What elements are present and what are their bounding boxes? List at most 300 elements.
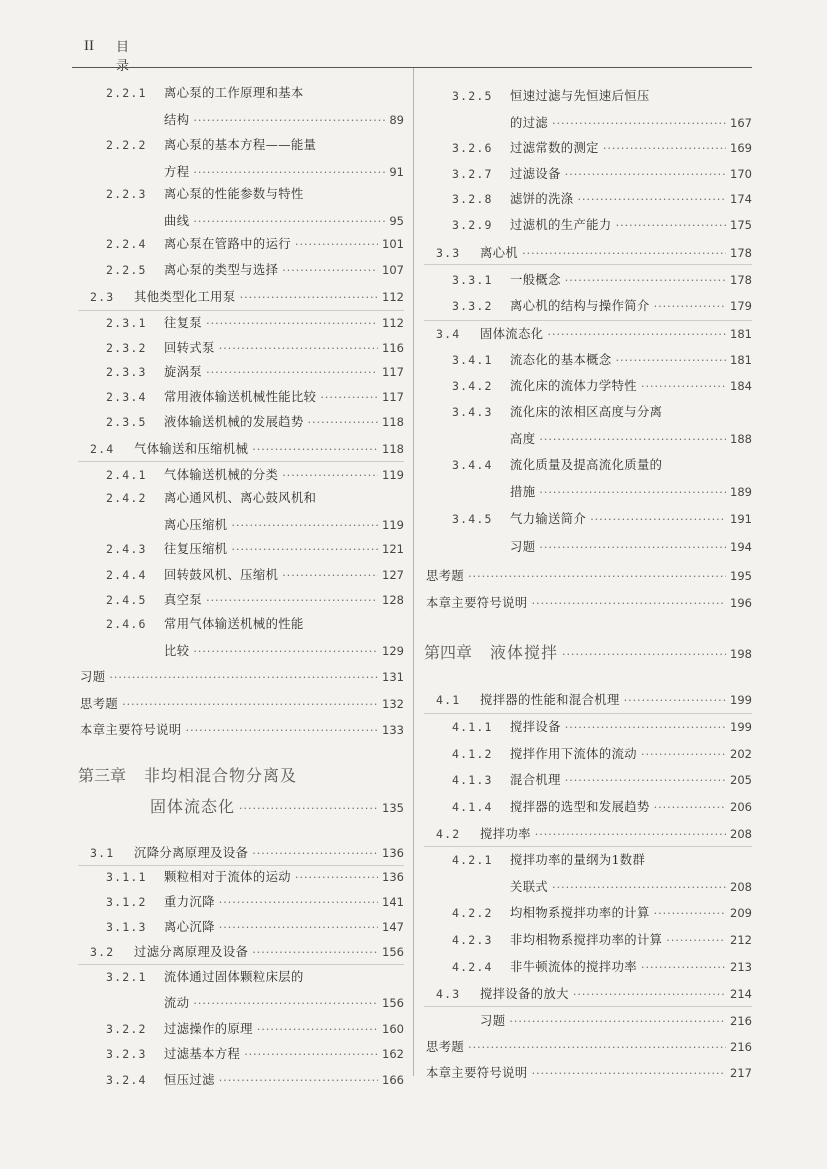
entry-title: 离心机 — [480, 246, 519, 260]
section-separator — [78, 310, 404, 311]
section-separator — [78, 461, 404, 462]
toc-entry — [164, 992, 404, 1014]
entry-title: 非牛顿流体的搅拌功率 — [510, 960, 637, 974]
page-number: 209 — [730, 906, 752, 920]
dot-leader — [219, 892, 378, 913]
entry-title: 搅拌器的选型和发展趋势 — [510, 800, 650, 814]
dot-leader — [206, 313, 378, 334]
toc-entry — [106, 259, 404, 281]
entry-title: 固体流态化 — [150, 797, 236, 816]
page-number: 212 — [730, 933, 752, 947]
entry-title: 旋涡泵 — [164, 365, 203, 379]
toc-entry — [426, 565, 752, 587]
dot-leader — [282, 260, 378, 281]
toc-entry — [510, 876, 752, 898]
toc-entry — [452, 269, 752, 291]
toc-entry — [426, 1062, 752, 1084]
toc-entry — [452, 796, 752, 818]
page-number: 147 — [382, 920, 404, 934]
toc-entry — [436, 323, 752, 345]
entry-number: 4.1 — [436, 693, 461, 707]
page-number: 127 — [382, 568, 404, 582]
page-number: 214 — [730, 987, 752, 1001]
page-number: 166 — [382, 1073, 404, 1087]
chapter-entry — [424, 639, 752, 667]
toc-entry — [510, 428, 752, 450]
page-number: 181 — [730, 353, 752, 367]
dot-leader — [532, 1063, 726, 1084]
entry-number: 3.3.1 — [452, 273, 493, 287]
toc-entry — [90, 941, 404, 963]
dot-leader — [244, 1044, 378, 1065]
dot-leader — [193, 641, 378, 662]
page-number: 178 — [730, 273, 752, 287]
dot-leader — [509, 1011, 726, 1032]
entry-title: 过滤机的生产能力 — [510, 218, 612, 232]
entry-number: 4.2.1 — [452, 853, 493, 867]
page-number: 129 — [382, 644, 404, 658]
entry-title: 往复泵 — [164, 316, 203, 330]
toc-entry — [510, 536, 752, 558]
dot-leader — [578, 189, 727, 210]
toc-entry — [80, 693, 404, 715]
page-number: 178 — [730, 246, 752, 260]
toc-entry — [164, 210, 404, 232]
page-number: 179 — [730, 299, 752, 313]
entry-title: 结构 — [164, 113, 190, 127]
entry-number: 3.3.2 — [452, 299, 493, 313]
page-number-roman: II — [84, 38, 94, 54]
toc-entry — [452, 956, 752, 978]
toc-entry — [106, 966, 404, 988]
entry-title: 气体输送和压缩机械 — [134, 442, 249, 456]
dot-leader — [308, 412, 378, 433]
dot-leader — [535, 824, 726, 845]
dot-leader — [616, 215, 726, 236]
entry-title: 离心泵的类型与选择 — [164, 263, 279, 277]
entry-number: 3.2.2 — [106, 1022, 147, 1036]
header-rule — [72, 67, 752, 68]
entry-number: 2.3.4 — [106, 390, 147, 404]
entry-title: 过滤基本方程 — [164, 1047, 241, 1061]
entry-title: 液体搅拌 — [490, 643, 559, 662]
page-number: 198 — [730, 647, 752, 661]
page-number: 117 — [382, 390, 404, 404]
toc-entry — [164, 514, 404, 536]
section-separator — [424, 264, 752, 265]
entry-number: 2.4 — [90, 442, 115, 456]
dot-leader — [219, 338, 378, 359]
dot-leader — [565, 770, 726, 791]
dot-leader — [109, 667, 378, 688]
toc-entry — [80, 666, 404, 688]
toc-entry — [106, 891, 404, 913]
column-divider — [413, 68, 414, 1076]
entry-title: 恒速过滤与先恒速后恒压 — [510, 89, 650, 103]
toc-entry — [452, 743, 752, 765]
toc-entry — [452, 188, 752, 210]
toc-entry — [106, 337, 404, 359]
page-number: 118 — [382, 442, 404, 456]
entry-number: 3.2.7 — [452, 167, 493, 181]
toc-entry — [106, 312, 404, 334]
entry-number: 3.2 — [90, 945, 115, 959]
dot-leader — [252, 439, 378, 460]
page-number: 191 — [730, 512, 752, 526]
entry-title: 搅拌功率的量纲为1数群 — [510, 853, 646, 867]
toc-entry — [436, 983, 752, 1005]
page-number: 121 — [382, 542, 404, 556]
toc-entry — [106, 134, 404, 156]
entry-title: 离心机的结构与操作简介 — [510, 299, 650, 313]
entry-title: 比较 — [164, 644, 190, 658]
entry-title: 习题 — [80, 670, 106, 684]
dot-leader — [548, 324, 727, 345]
entry-number: 3.3 — [436, 246, 461, 260]
entry-number: 2.4.5 — [106, 593, 147, 607]
dot-leader — [468, 1037, 726, 1058]
entry-number: 4.1.3 — [452, 773, 493, 787]
toc-entry — [106, 464, 404, 486]
entry-title: 混合机理 — [510, 773, 561, 787]
toc-entry — [106, 564, 404, 586]
toc-entry — [106, 82, 404, 104]
entry-title: 措施 — [510, 485, 536, 499]
dot-leader — [539, 429, 726, 450]
section-separator — [78, 865, 404, 866]
entry-title: 过滤设备 — [510, 167, 561, 181]
toc-entry — [106, 1069, 404, 1091]
dot-leader — [186, 720, 378, 741]
entry-title: 颗粒相对于流体的运动 — [164, 870, 291, 884]
dot-leader — [219, 1070, 378, 1091]
toc-entry — [452, 85, 752, 107]
dot-leader — [624, 690, 726, 711]
dot-leader — [320, 387, 378, 408]
dot-leader — [193, 211, 385, 232]
toc-entry — [426, 1036, 752, 1058]
page-number: 156 — [382, 945, 404, 959]
toc-entry — [510, 112, 752, 134]
page-number: 206 — [730, 800, 752, 814]
dot-leader — [565, 717, 726, 738]
toc-entry — [80, 719, 404, 741]
page-number: 107 — [382, 263, 404, 277]
toc-entry — [164, 640, 404, 662]
section-separator — [424, 320, 752, 321]
dot-leader — [252, 843, 378, 864]
entry-title: 过滤常数的测定 — [510, 141, 599, 155]
entry-number: 2.2.2 — [106, 138, 147, 152]
entry-title: 回转鼓风机、压缩机 — [164, 568, 279, 582]
entry-title: 流态化的基本概念 — [510, 353, 612, 367]
entry-title: 常用气体输送机械的性能 — [164, 617, 304, 631]
entry-title: 恒压过滤 — [164, 1073, 215, 1087]
entry-number: 3.4.1 — [452, 353, 493, 367]
toc-entry — [106, 1043, 404, 1065]
entry-title: 离心泵的基本方程——能量 — [164, 138, 317, 152]
entry-title: 回转式泵 — [164, 341, 215, 355]
entry-title: 搅拌设备 — [510, 720, 561, 734]
dot-leader — [239, 795, 378, 821]
dot-leader — [654, 296, 726, 317]
dot-leader — [193, 110, 385, 131]
section-separator — [78, 964, 404, 965]
entry-number: 2.4.2 — [106, 491, 147, 505]
dot-leader — [616, 350, 726, 371]
page-number: 202 — [730, 747, 752, 761]
chapter-entry — [78, 762, 404, 790]
dot-leader — [232, 539, 379, 560]
page-number: 167 — [730, 116, 752, 130]
dot-leader — [565, 270, 726, 291]
entry-number: 2.3.3 — [106, 365, 147, 379]
entry-number: 3.1.3 — [106, 920, 147, 934]
page-number: 184 — [730, 379, 752, 393]
entry-title: 过滤操作的原理 — [164, 1022, 253, 1036]
entry-title: 流体通过固体颗粒床层的 — [164, 970, 304, 984]
toc-entry — [106, 866, 404, 888]
entry-title: 高度 — [510, 432, 536, 446]
entry-title: 非均相物系搅拌功率的计算 — [510, 933, 663, 947]
page-number: 112 — [382, 290, 404, 304]
page-number: 112 — [382, 316, 404, 330]
toc-entry — [452, 137, 752, 159]
entry-number: 3.2.9 — [452, 218, 493, 232]
entry-number: 2.3.1 — [106, 316, 147, 330]
entry-title: 非均相混合物分离及 — [144, 766, 298, 785]
entry-number: 3.1.2 — [106, 895, 147, 909]
entry-title: 曲线 — [164, 214, 190, 228]
entry-title: 离心沉降 — [164, 920, 215, 934]
entry-number: 4.1.2 — [452, 747, 493, 761]
toc-entry — [106, 411, 404, 433]
page-number: 208 — [730, 880, 752, 894]
section-separator — [424, 1006, 752, 1007]
toc-entry — [480, 1010, 752, 1032]
page-number: 160 — [382, 1022, 404, 1036]
toc-entry — [106, 613, 404, 635]
entry-number: 4.2 — [436, 827, 461, 841]
toc-entry — [106, 916, 404, 938]
toc-entry — [452, 349, 752, 371]
page-number: 101 — [382, 237, 404, 251]
entry-number: 2.3.5 — [106, 415, 147, 429]
entry-title: 离心泵的工作原理和基本 — [164, 86, 304, 100]
entry-title: 其他类型化工用泵 — [134, 290, 236, 304]
page-number: 133 — [382, 723, 404, 737]
entry-title: 思考题 — [426, 1040, 465, 1054]
toc-entry — [452, 295, 752, 317]
toc-entry — [106, 183, 404, 205]
page-number: 141 — [382, 895, 404, 909]
entry-title: 离心泵在管路中的运行 — [164, 237, 291, 251]
page-number: 205 — [730, 773, 752, 787]
entry-title: 真空泵 — [164, 593, 203, 607]
entry-title: 流动 — [164, 996, 190, 1010]
dot-leader — [193, 162, 385, 183]
entry-number: 3.2.6 — [452, 141, 493, 155]
page-number: 135 — [382, 801, 404, 815]
entry-number: 2.4.1 — [106, 468, 147, 482]
page-number: 216 — [730, 1040, 752, 1054]
dot-leader — [539, 537, 726, 558]
dot-leader — [552, 113, 726, 134]
page-number: 170 — [730, 167, 752, 181]
entry-title: 方程 — [164, 165, 190, 179]
dot-leader — [654, 797, 726, 818]
dot-leader — [219, 917, 378, 938]
toc-entry — [106, 1018, 404, 1040]
dot-leader — [539, 482, 726, 503]
page-number: 217 — [730, 1066, 752, 1080]
toc-entry — [164, 161, 404, 183]
dot-leader — [122, 694, 378, 715]
entry-title: 搅拌作用下流体的流动 — [510, 747, 637, 761]
dot-leader — [468, 566, 726, 587]
entry-title: 思考题 — [80, 697, 119, 711]
page-number: 199 — [730, 720, 752, 734]
toc-entry — [452, 163, 752, 185]
page-number: 162 — [382, 1047, 404, 1061]
page-number: 196 — [730, 596, 752, 610]
dot-leader — [641, 957, 726, 978]
entry-title: 本章主要符号说明 — [80, 723, 182, 737]
page-number: 213 — [730, 960, 752, 974]
dot-leader — [282, 465, 378, 486]
dot-leader — [603, 138, 726, 159]
page-number: 131 — [382, 670, 404, 684]
dot-leader — [257, 1019, 378, 1040]
dot-leader — [295, 867, 378, 888]
entry-title: 思考题 — [426, 569, 465, 583]
toc-entry — [436, 689, 752, 711]
entry-title: 本章主要符号说明 — [426, 1066, 528, 1080]
page-number: 174 — [730, 192, 752, 206]
entry-number: 3.4.4 — [452, 458, 493, 472]
toc-entry — [90, 438, 404, 460]
entry-number: 3.1 — [90, 846, 115, 860]
entry-number: 4.3 — [436, 987, 461, 1001]
page-number: 195 — [730, 569, 752, 583]
entry-title: 流化床的浓相区高度与分离 — [510, 405, 663, 419]
entry-title: 固体流态化 — [480, 327, 544, 341]
entry-title: 搅拌设备的放大 — [480, 987, 569, 1001]
toc-entry — [106, 487, 404, 509]
entry-title: 离心泵的性能参数与特性 — [164, 187, 304, 201]
entry-number: 2.4.6 — [106, 617, 147, 631]
entry-number: 4.1.1 — [452, 720, 493, 734]
entry-number: 3.4.3 — [452, 405, 493, 419]
dot-leader — [641, 744, 726, 765]
entry-title: 气力输送简介 — [510, 512, 587, 526]
entry-number: 第四章 — [424, 643, 473, 662]
page-number: 199 — [730, 693, 752, 707]
toc-entry — [452, 375, 752, 397]
page-number: 95 — [389, 214, 404, 228]
entry-number: 3.2.4 — [106, 1073, 147, 1087]
toc-entry — [90, 842, 404, 864]
entry-title: 常用液体输送机械性能比较 — [164, 390, 317, 404]
entry-number: 2.2.1 — [106, 86, 147, 100]
dot-leader — [295, 234, 378, 255]
toc-entry — [90, 286, 404, 308]
dot-leader — [565, 164, 726, 185]
dot-leader — [654, 903, 726, 924]
page-number: 194 — [730, 540, 752, 554]
page-number: 216 — [730, 1014, 752, 1028]
page-number: 136 — [382, 870, 404, 884]
section-separator — [424, 713, 752, 714]
page-number: 119 — [382, 468, 404, 482]
page-number: 156 — [382, 996, 404, 1010]
entry-title: 滤饼的洗涤 — [510, 192, 574, 206]
toc-entry — [452, 769, 752, 791]
toc-entry — [452, 716, 752, 738]
chapter-entry — [150, 793, 404, 821]
entry-title: 重力沉降 — [164, 895, 215, 909]
page-number: 132 — [382, 697, 404, 711]
entry-number: 2.2.5 — [106, 263, 147, 277]
entry-title: 习题 — [510, 540, 536, 554]
entry-number: 2.2.3 — [106, 187, 147, 201]
entry-number: 3.2.3 — [106, 1047, 147, 1061]
toc-entry — [452, 902, 752, 924]
dot-leader — [193, 993, 378, 1014]
entry-number: 3.2.5 — [452, 89, 493, 103]
entry-title: 本章主要符号说明 — [426, 596, 528, 610]
page-number: 128 — [382, 593, 404, 607]
entry-title: 流化床的流体力学特性 — [510, 379, 637, 393]
toc-entry — [452, 929, 752, 951]
page-number: 89 — [389, 113, 404, 127]
entry-title: 往复压缩机 — [164, 542, 228, 556]
dot-leader — [282, 565, 378, 586]
page-number: 136 — [382, 846, 404, 860]
page-number: 188 — [730, 432, 752, 446]
entry-title: 搅拌功率 — [480, 827, 531, 841]
entry-number: 3.2.8 — [452, 192, 493, 206]
entry-number: 第三章 — [78, 766, 127, 785]
toc-entry — [510, 481, 752, 503]
dot-leader — [206, 362, 378, 383]
dot-leader — [252, 942, 378, 963]
toc-entry — [426, 592, 752, 614]
entry-number: 3.2.1 — [106, 970, 147, 984]
page-number: 175 — [730, 218, 752, 232]
entry-title: 搅拌器的性能和混合机理 — [480, 693, 620, 707]
page-number: 181 — [730, 327, 752, 341]
dot-leader — [232, 515, 379, 536]
entry-title: 均相物系搅拌功率的计算 — [510, 906, 650, 920]
dot-leader — [522, 243, 726, 264]
toc-entry — [436, 242, 752, 264]
entry-number: 4.2.3 — [452, 933, 493, 947]
entry-title: 沉降分离原理及设备 — [134, 846, 249, 860]
entry-number: 2.3.2 — [106, 341, 147, 355]
toc-entry — [452, 454, 752, 476]
entry-number: 2.4.3 — [106, 542, 147, 556]
entry-title: 一般概念 — [510, 273, 561, 287]
dot-leader — [641, 376, 726, 397]
entry-title: 的过滤 — [510, 116, 549, 130]
toc-entry — [436, 823, 752, 845]
toc-entry — [106, 538, 404, 560]
entry-title: 习题 — [480, 1014, 506, 1028]
entry-title: 离心通风机、离心鼓风机和 — [164, 491, 317, 505]
toc-entry — [164, 109, 404, 131]
toc-entry — [106, 589, 404, 611]
